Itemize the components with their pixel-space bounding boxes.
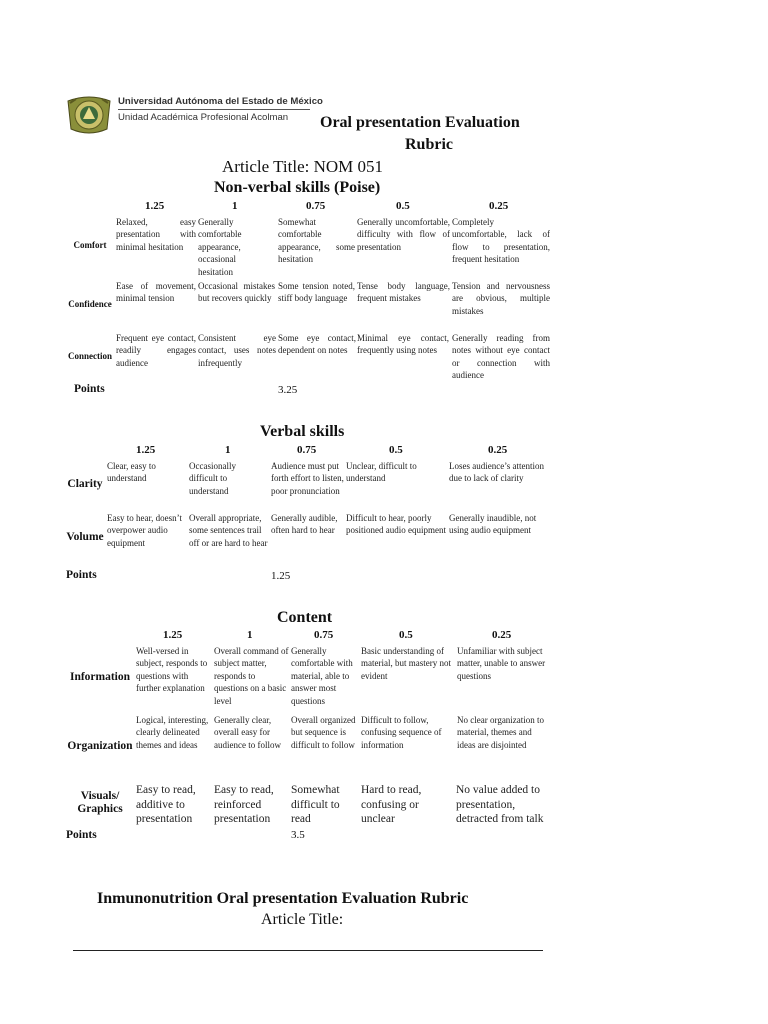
rubric-cell: Overall organized but sequence is difficult to follow [291, 715, 356, 750]
rubric-cell: Generally inaudible, not using audio equipment [449, 513, 537, 536]
rubric-cell: Consistent eye contact, uses notes infrequently [198, 333, 276, 368]
rubric-cell: Loses audience’s attention due to lack of clarity [449, 461, 544, 484]
rubric-cell: Hard to read, confusing or unclear [361, 784, 422, 826]
score-header: 0.75 [297, 444, 317, 456]
score-header: 1 [225, 444, 231, 456]
blank-title-line [73, 950, 543, 951]
points-label: Points [66, 569, 97, 581]
rubric-cell: Ease of movement, minimal tension [116, 281, 196, 304]
rubric-cell: Logical, interesting, clearly delineated themes and ideas [136, 715, 209, 750]
score-header: 0.5 [396, 200, 410, 212]
points-value: 1.25 [271, 570, 291, 582]
points-label: Points [74, 383, 105, 395]
section-heading-nonverbal: Non-verbal skills (Poise) [214, 179, 381, 196]
score-header: 0.5 [389, 444, 403, 456]
rubric-cell: Generally audible, often hard to hear [271, 513, 338, 536]
criterion-label: Confidence [68, 299, 112, 309]
points-label: Points [66, 829, 97, 841]
rubric-cell: Well-versed in subject, responds to questions with further explanation [136, 646, 208, 694]
rubric-cell: Relaxed, easy presentation with minimal hesitation [116, 217, 196, 252]
rubric-cell: No clear organization to material, themes and ideas are disjointed [457, 715, 545, 750]
rubric-cell: Tension and nervousness are obvious, multiple mistakes [452, 281, 550, 316]
score-header: 0.75 [306, 200, 326, 212]
second-article-title: Article Title: [261, 911, 344, 928]
rubric-cell: Overall appropriate, some sentences trail off or are hard to hear [189, 513, 268, 548]
rubric-cell: Easy to read, additive to presentation [136, 784, 196, 826]
rubric-cell: Easy to read, reinforced presentation [214, 784, 274, 826]
score-header: 0.25 [488, 444, 508, 456]
points-value: 3.5 [291, 829, 305, 841]
rubric-cell: Generally reading from notes without eye contact or connection with audience [452, 333, 550, 381]
rubric-cell: Occasionally difficult to understand [189, 461, 236, 496]
rubric-title: Oral presentation Evaluation [320, 114, 520, 131]
points-value: 3.25 [278, 384, 298, 396]
rubric-cell: Unfamiliar with subject matter, unable to answer questions [457, 646, 546, 681]
rubric-cell: Audience must put forth effort to listen, poor pronunciation [271, 461, 344, 496]
score-header: 0.5 [399, 629, 413, 641]
score-header: 1 [232, 200, 238, 212]
criterion-label: Visuals/ Graphics [77, 790, 123, 816]
rubric-cell: Generally comfortable appearance, occasional hesitation [198, 217, 242, 277]
criterion-label: Connection [67, 351, 112, 361]
rubric-cell: Occasional mistakes but recovers quickly [198, 281, 275, 304]
academic-unit-name: Unidad Académica Profesional Acolman [118, 112, 289, 123]
university-name: Universidad Autónoma del Estado de México [118, 96, 323, 107]
score-header: 1.25 [163, 629, 183, 641]
rubric-cell: Overall command of subject matter, responds to questions on a basic level [214, 646, 289, 706]
rubric-cell: Clear, easy to understand [107, 461, 156, 484]
score-header: 1 [247, 629, 253, 641]
rubric-cell: Difficult to follow, confusing sequence of information [361, 715, 442, 750]
rubric-cell: Completely uncomfortable, lack of flow to presentation, frequent hesitation [452, 217, 550, 265]
rubric-cell: Unclear, difficult to understand [346, 461, 417, 484]
rubric-cell: Some tension noted, stiff body language [278, 281, 355, 304]
article-title: Article Title: NOM 051 [222, 157, 384, 176]
rubric-cell: Difficult to hear, poorly positioned audio equipment [346, 513, 446, 536]
score-header: 1.25 [145, 200, 165, 212]
score-header: 0.25 [492, 629, 512, 641]
rubric-cell: Some eye contact, dependent on notes [278, 333, 356, 356]
criterion-label: Organization [67, 740, 133, 752]
rubric-cell: Generally uncomfortable, difficulty with flow of presentation [357, 217, 450, 252]
rubric-cell: No value added to presentation, detracted from talk [456, 784, 544, 826]
criterion-label: Clarity [67, 478, 103, 490]
section-heading-verbal: Verbal skills [260, 423, 345, 440]
rubric-cell: Tense body language, frequent mistakes [357, 281, 450, 304]
score-header: 0.75 [314, 629, 334, 641]
rubric-cell: Generally comfortable with material, able to answer most questions [291, 646, 353, 706]
section-heading-content: Content [277, 609, 333, 626]
score-header: 1.25 [136, 444, 156, 456]
rubric-cell: Easy to hear, doesn’t overpower audio equipment [107, 513, 182, 548]
rubric-title-line2: Rubric [405, 136, 453, 153]
header-divider [118, 109, 310, 110]
university-seal-icon [66, 93, 112, 137]
score-header: 0.25 [489, 200, 509, 212]
rubric-cell: Minimal eye contact, frequently using notes [357, 333, 449, 356]
rubric-cell: Somewhat comfortable appearance, some hesitation [278, 217, 355, 265]
rubric-cell: Generally clear, overall easy for audience to follow [214, 715, 281, 750]
rubric-cell: Frequent eye contact, readily engages audience [116, 333, 196, 368]
second-rubric-title: Inmunonutrition Oral presentation Evaluation Rubric [97, 890, 469, 907]
rubric-cell: Basic understanding of material, but mastery not evident [361, 646, 451, 681]
rubric-cell: Somewhat difficult to read [291, 784, 340, 826]
criterion-label: Volume [66, 531, 104, 543]
criterion-label: Comfort [73, 240, 107, 250]
criterion-label: Information [69, 671, 131, 683]
